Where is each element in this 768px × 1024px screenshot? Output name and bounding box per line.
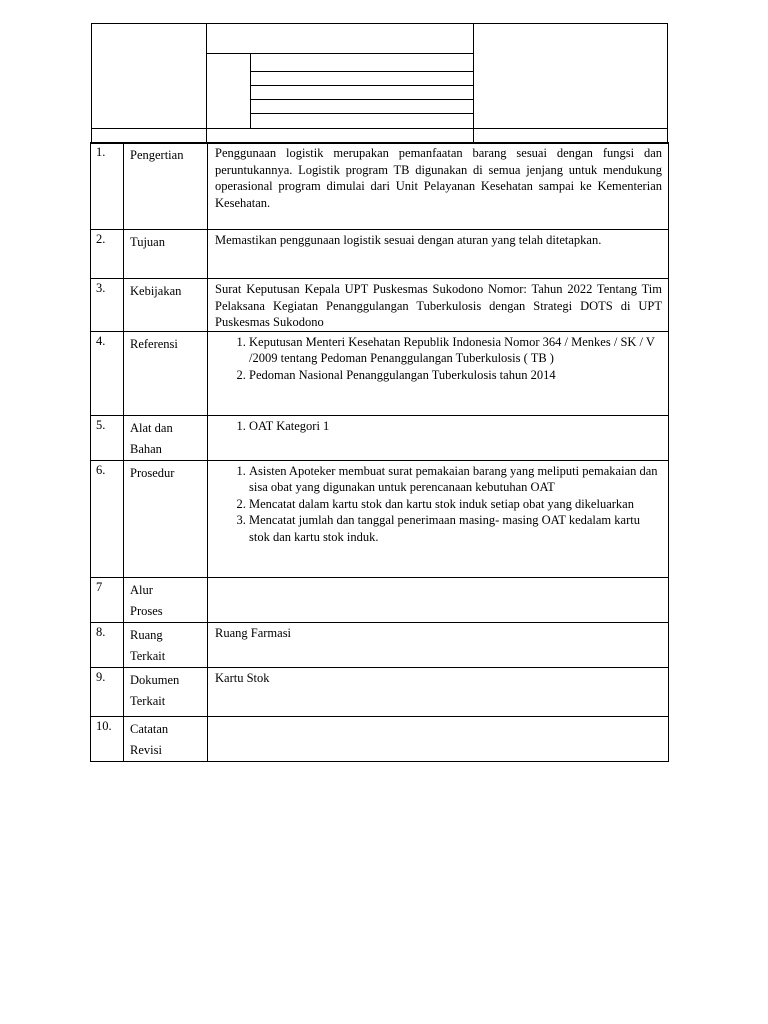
row-number: 10.	[91, 716, 124, 761]
header-info-cell	[251, 114, 474, 129]
row-content	[208, 460, 669, 577]
header-info-cell	[251, 72, 474, 86]
header-info-cell	[251, 54, 474, 72]
row-number: 9.	[91, 667, 124, 716]
list-item: 1. OAT Kategori 1	[249, 418, 662, 435]
row-number: 5.	[91, 415, 124, 460]
sop-content-table	[90, 142, 669, 762]
row-content: Memastikan penggunaan logistik sesuai dengan aturan yang telah ditetapkan.	[208, 230, 669, 279]
table-row	[91, 577, 669, 622]
row-number: 2.	[91, 230, 124, 279]
header-label-cell	[207, 54, 251, 129]
list-item: 3. Mencatat jumlah dan tanggal penerimaan masing- masing OAT kedalam kartu stok dan kartu stok induk.	[249, 512, 662, 545]
row-label: Catatan Revisi	[124, 716, 208, 761]
row-label: Pengertian	[124, 143, 208, 230]
document-header-table	[91, 23, 668, 144]
header-info-cell	[251, 100, 474, 114]
table-row	[91, 331, 669, 415]
table-row	[91, 667, 669, 716]
row-content: Ruang Farmasi	[208, 622, 669, 667]
list-item: 2. Mencatat dalam kartu stok dan kartu stok induk setiap obat yang dikeluarkan	[249, 496, 662, 513]
row-label: Ruang Terkait	[124, 622, 208, 667]
list-item: 1. Asisten Apoteker membuat surat pemakaian barang yang meliputi pemakaian dan sisa obat yang digunakan untuk perencanaan kebutuhan OAT	[249, 463, 662, 496]
materials-list	[215, 418, 662, 435]
row-number: 4.	[91, 331, 124, 415]
row-label: Kebijakan	[124, 279, 208, 332]
table-row	[91, 622, 669, 667]
row-number: 6.	[91, 460, 124, 577]
row-content	[208, 415, 669, 460]
procedure-list	[215, 463, 662, 546]
row-content	[208, 331, 669, 415]
row-content: Surat Keputusan Kepala UPT Puskesmas Sukodono Nomor: Tahun 2022 Tentang Tim Pelaksana Kegiatan Penanggulangan Tuberkulosis dengan Strategi DOTS di UPT Puskesmas Sukodono	[208, 279, 669, 332]
list-item: 2. Pedoman Nasional Penanggulangan Tuberkulosis tahun 2014	[249, 367, 662, 384]
row-label: Tujuan	[124, 230, 208, 279]
row-label: Alur Proses	[124, 577, 208, 622]
row-label: Alat dan Bahan	[124, 415, 208, 460]
header-title-cell	[207, 24, 474, 54]
table-row	[91, 143, 669, 230]
list-item: 1. Keputusan Menteri Kesehatan Republik Indonesia Nomor 364 / Menkes / SK / V /2009 tentang Pedoman Penanggulangan Tuberkulosis ( TB )	[249, 334, 662, 367]
reference-list	[215, 334, 662, 384]
table-row	[91, 415, 669, 460]
table-row	[91, 716, 669, 761]
table-row	[91, 460, 669, 577]
row-number: 8.	[91, 622, 124, 667]
table-row	[91, 279, 669, 332]
table-row	[91, 230, 669, 279]
row-label: Referensi	[124, 331, 208, 415]
row-content	[208, 577, 669, 622]
row-content: Penggunaan logistik merupakan pemanfaatan barang sesuai dengan fungsi dan peruntukannya. Logistik program TB digunakan di semua jenjang untuk mendukung operasional program dimulai dari Unit Pelayanan Kesehatan sampai ke Kementerian Kesehatan.	[208, 143, 669, 230]
row-content: Kartu Stok	[208, 667, 669, 716]
row-number: 7	[91, 577, 124, 622]
row-content	[208, 716, 669, 761]
row-number: 3.	[91, 279, 124, 332]
row-label: Dokumen Terkait	[124, 667, 208, 716]
row-label: Prosedur	[124, 460, 208, 577]
header-logo-cell	[92, 24, 207, 129]
header-logo-cell-right	[474, 24, 668, 129]
row-number: 1.	[91, 143, 124, 230]
header-info-cell	[251, 86, 474, 100]
